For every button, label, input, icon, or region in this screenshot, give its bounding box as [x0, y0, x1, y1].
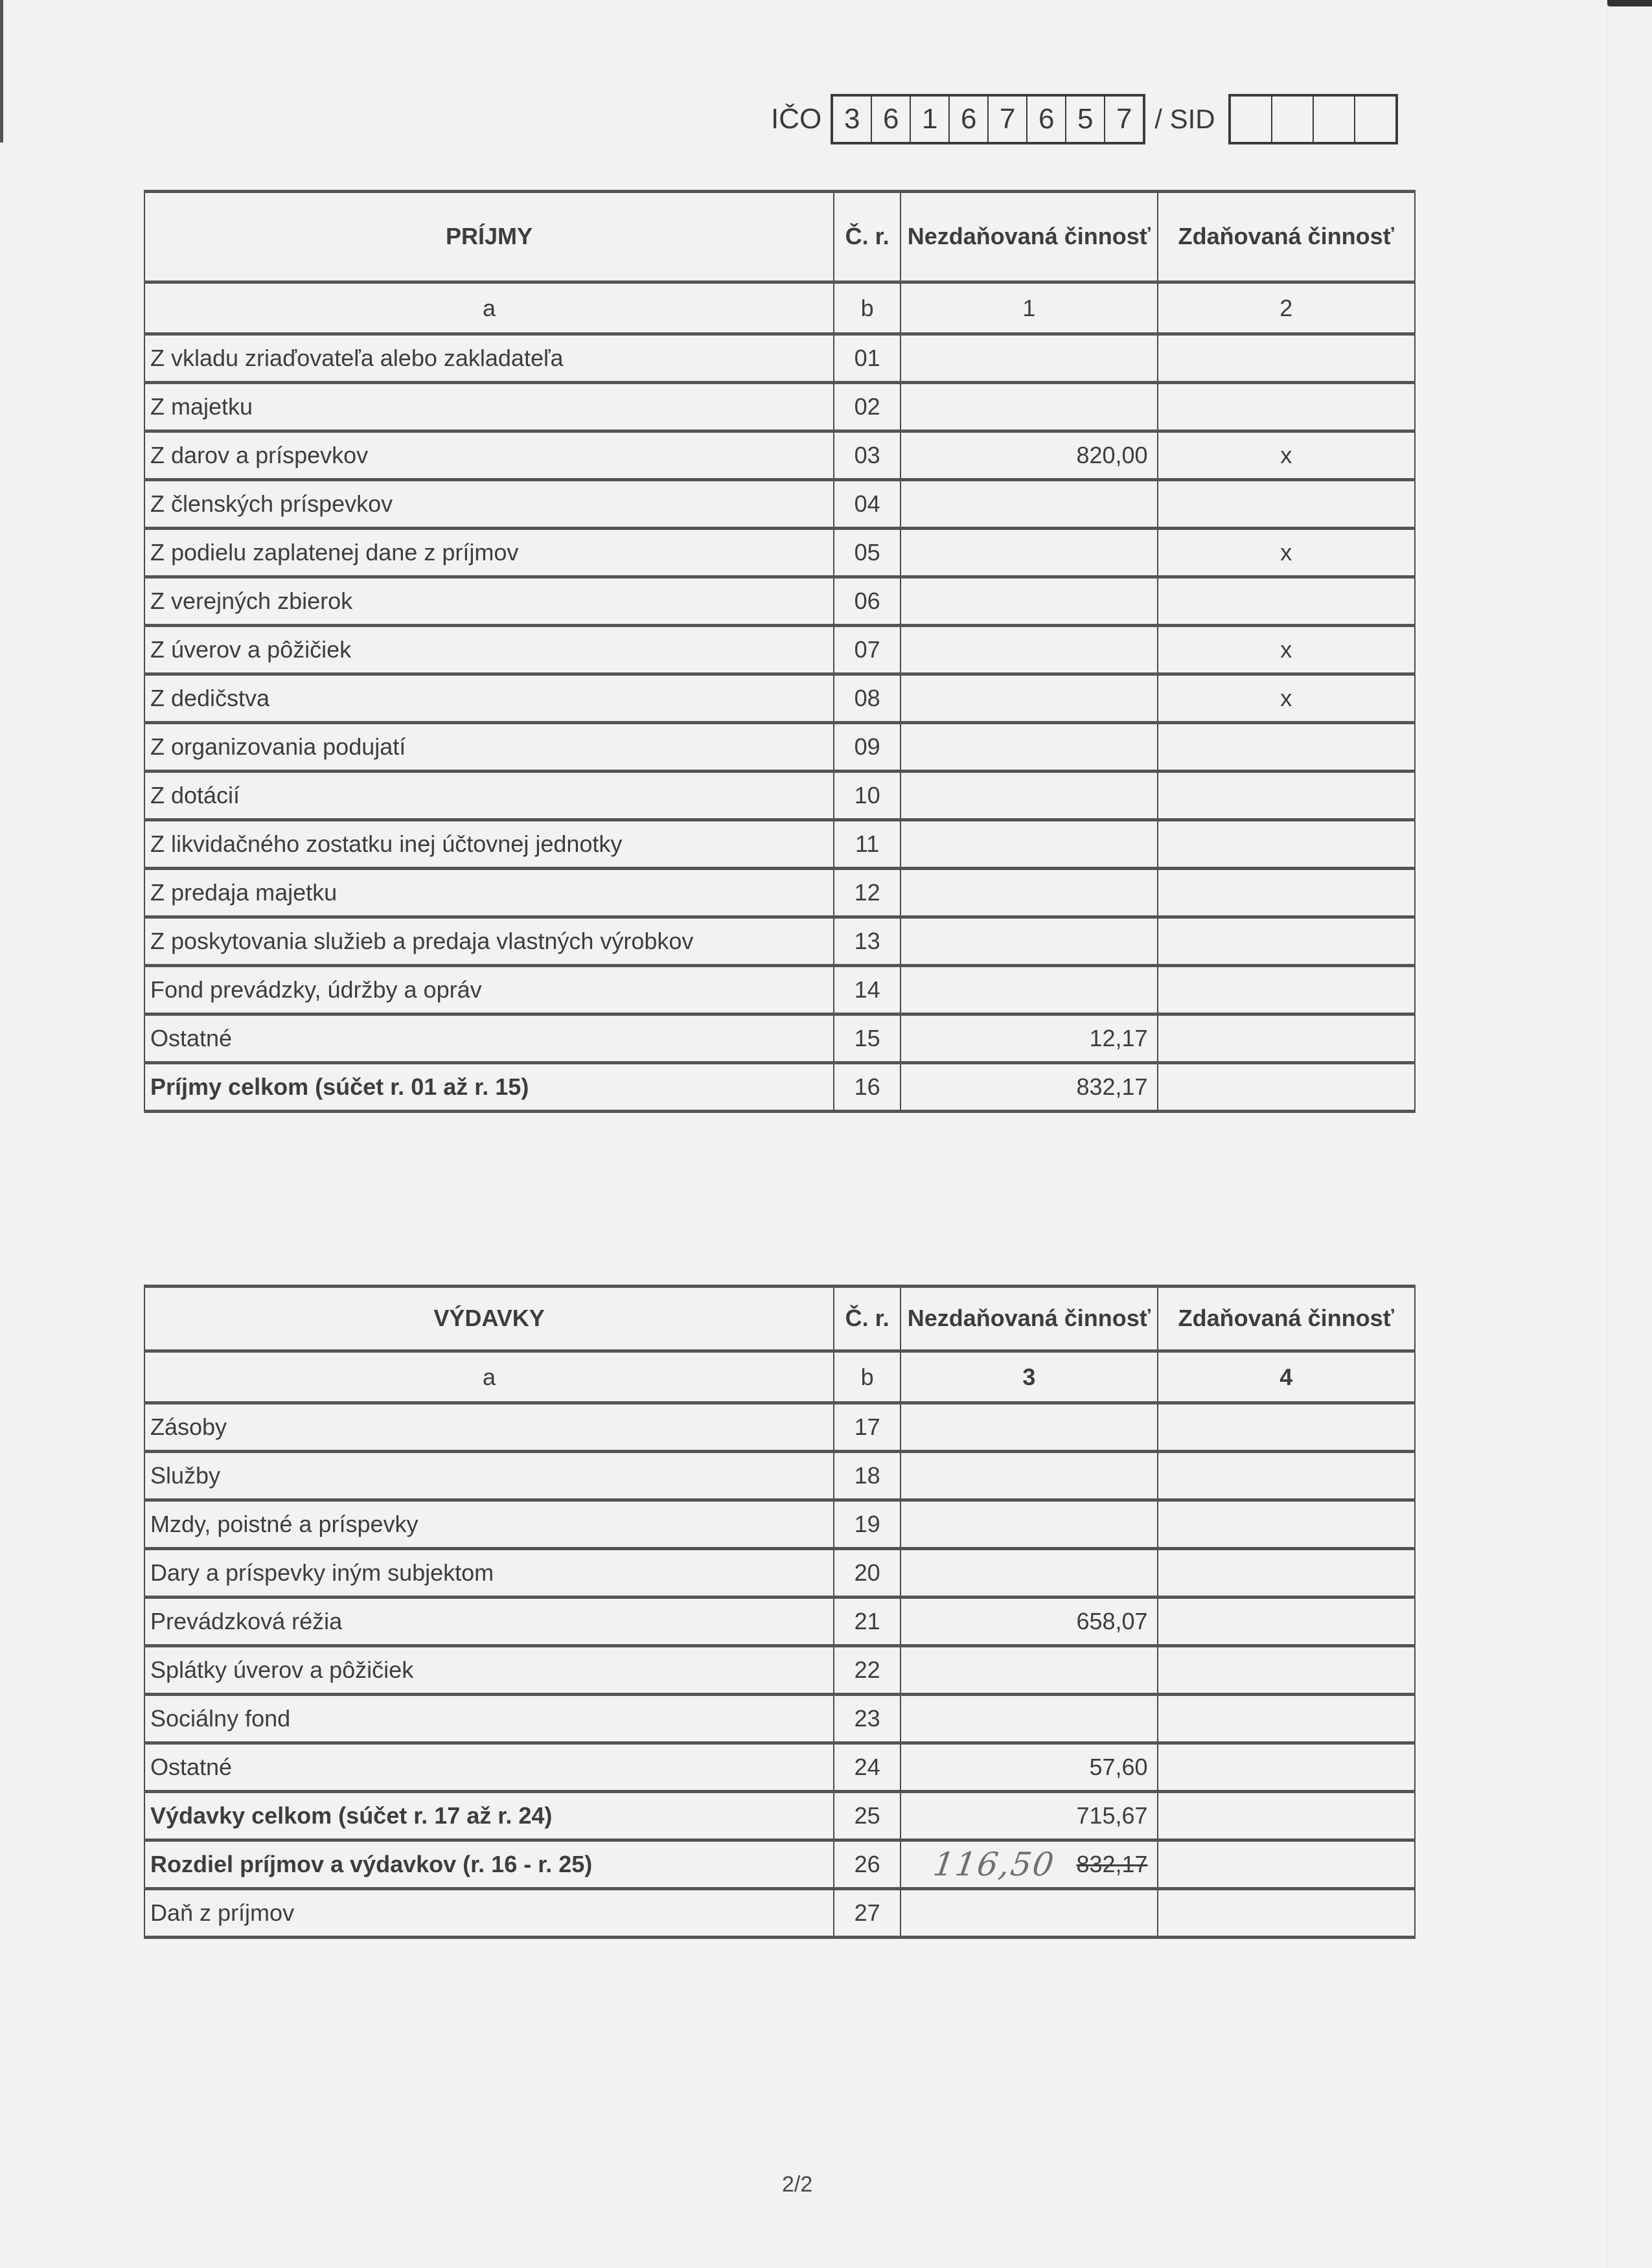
row-label: Fond prevádzky, údržby a opráv	[144, 966, 834, 1014]
col-index-a: a	[144, 282, 834, 334]
nontax-value[interactable]	[901, 772, 1157, 820]
row-code: 22	[834, 1646, 901, 1695]
col-header-nontax: Nezdaňovaná činnosť	[901, 1287, 1157, 1351]
row-label: Dary a príspevky iným subjektom	[144, 1549, 834, 1598]
tax-value[interactable]	[1158, 1014, 1415, 1063]
nontax-value[interactable]	[901, 1646, 1157, 1695]
table-row	[144, 431, 1415, 480]
row-label: Z predaja majetku	[144, 869, 834, 917]
nontax-value[interactable]	[901, 917, 1157, 966]
tax-value[interactable]: x	[1158, 431, 1415, 480]
table-row	[144, 529, 1415, 577]
row-code: 04	[834, 480, 901, 529]
tax-value[interactable]	[1158, 966, 1415, 1014]
col-header-tax: Zdaňovaná činnosť	[1158, 192, 1415, 282]
sid-label: / SID	[1154, 104, 1215, 134]
tax-value[interactable]	[1158, 1452, 1415, 1500]
total-row	[144, 1063, 1415, 1112]
tax-value[interactable]	[1158, 1549, 1415, 1598]
tax-value[interactable]	[1158, 383, 1415, 431]
total-label: Príjmy celkom (súčet r. 01 až r. 15)	[144, 1063, 834, 1112]
row-code: 12	[834, 869, 901, 917]
nontax-value[interactable]	[901, 674, 1157, 723]
sid-boxes	[1228, 94, 1398, 144]
row-label: Z verejných zbierok	[144, 577, 834, 626]
table-row	[144, 1014, 1415, 1063]
col-index-b: b	[834, 1351, 901, 1403]
sid-box[interactable]	[1314, 97, 1355, 142]
nontax-value[interactable]	[901, 626, 1157, 674]
row-code: 14	[834, 966, 901, 1014]
ico-digit[interactable]: 6	[872, 97, 911, 142]
sid-box[interactable]	[1272, 97, 1314, 142]
row-label: Z úverov a pôžičiek	[144, 626, 834, 674]
nontax-value[interactable]	[901, 577, 1157, 626]
row-code: 17	[834, 1403, 901, 1452]
row-label: Z podielu zaplatenej dane z príjmov	[144, 529, 834, 577]
row-label: Daň z príjmov	[144, 1889, 834, 1938]
nontax-value[interactable]	[901, 966, 1157, 1014]
nontax-value[interactable]	[901, 1889, 1157, 1938]
row-label: Z organizovania podujatí	[144, 723, 834, 772]
nontax-total[interactable]: 832,17	[901, 1063, 1157, 1112]
tax-value[interactable]	[1158, 1646, 1415, 1695]
col-header-tax: Zdaňovaná činnosť	[1158, 1287, 1415, 1351]
tax-total[interactable]	[1158, 1792, 1415, 1840]
row-label: Z členských príspevkov	[144, 480, 834, 529]
row-code: 20	[834, 1549, 901, 1598]
row-code: 06	[834, 577, 901, 626]
sid-box[interactable]	[1231, 97, 1272, 142]
row-label: Sociálny fond	[144, 1695, 834, 1743]
row-label: Z majetku	[144, 383, 834, 431]
row-code: 21	[834, 1598, 901, 1646]
row-code: 25	[834, 1792, 901, 1840]
ico-label: IČO	[771, 103, 822, 135]
table-row	[144, 480, 1415, 529]
nontax-total[interactable]: 715,67	[901, 1792, 1157, 1840]
table-row	[144, 1403, 1415, 1452]
table-row	[144, 723, 1415, 772]
row-code: 05	[834, 529, 901, 577]
row-code: 08	[834, 674, 901, 723]
col-index-b: b	[834, 282, 901, 334]
tax-value[interactable]	[1158, 334, 1415, 383]
ico-digit[interactable]: 1	[911, 97, 950, 142]
ico-digit[interactable]: 7	[989, 97, 1027, 142]
col-header-nontax: Nezdaňovaná činnosť	[901, 192, 1157, 282]
col-header-code: Č. r.	[834, 1287, 901, 1351]
tax-value[interactable]	[1158, 1743, 1415, 1792]
nontax-value[interactable]: 820,00	[901, 431, 1157, 480]
ico-digit[interactable]: 5	[1066, 97, 1105, 142]
difference-value-cell[interactable]	[901, 1840, 1157, 1889]
row-label: Splátky úverov a pôžičiek	[144, 1646, 834, 1695]
tax-value[interactable]	[1158, 723, 1415, 772]
nontax-value[interactable]	[901, 334, 1157, 383]
nontax-value[interactable]	[901, 529, 1157, 577]
nontax-value[interactable]	[901, 1500, 1157, 1549]
table-row	[144, 1549, 1415, 1598]
section-title: PRÍJMY	[144, 192, 834, 282]
ico-digit[interactable]: 7	[1116, 103, 1132, 135]
tax-value[interactable]	[1158, 772, 1415, 820]
table-row	[144, 1695, 1415, 1743]
row-code: 07	[834, 626, 901, 674]
col-index-a: a	[144, 1351, 834, 1403]
tax-total[interactable]	[1158, 1063, 1415, 1112]
table-row	[144, 1743, 1415, 1792]
expenses-table	[144, 1285, 1416, 1939]
table-row	[144, 674, 1415, 723]
tax-value[interactable]	[1158, 869, 1415, 917]
tax-value[interactable]	[1158, 917, 1415, 966]
table-header-row	[144, 1287, 1415, 1351]
ico-digit[interactable]: 6	[950, 97, 989, 142]
ico-digit[interactable]: 6	[1027, 97, 1066, 142]
table-row	[144, 577, 1415, 626]
table-row	[144, 383, 1415, 431]
nontax-value[interactable]: 12,17	[901, 1014, 1157, 1063]
nontax-value[interactable]: 57,60	[901, 1743, 1157, 1792]
row-code: 13	[834, 917, 901, 966]
row-label: Z dotácií	[144, 772, 834, 820]
col-index-4: 4	[1158, 1351, 1415, 1403]
table-row	[144, 626, 1415, 674]
tax-value[interactable]	[1158, 1500, 1415, 1549]
ico-sid-header	[771, 94, 1398, 144]
row-label: Z darov a príspevkov	[144, 431, 834, 480]
row-code: 19	[834, 1500, 901, 1549]
table-row	[144, 869, 1415, 917]
row-code: 23	[834, 1695, 901, 1743]
income-table	[144, 190, 1416, 1113]
nontax-value[interactable]	[901, 1403, 1157, 1452]
ico-digit-boxes	[831, 94, 1145, 144]
row-code: 01	[834, 334, 901, 383]
table-row	[144, 966, 1415, 1014]
page-number: 2/2	[782, 2172, 813, 2197]
tax-value[interactable]	[1158, 1889, 1415, 1938]
row-code: 10	[834, 772, 901, 820]
handwritten-correction: 116,50	[930, 1846, 1057, 1883]
row-label: Mzdy, poistné a príspevky	[144, 1500, 834, 1549]
tax-value[interactable]	[1158, 1840, 1415, 1889]
total-row	[144, 1792, 1415, 1840]
section-title: VÝDAVKY	[144, 1287, 834, 1351]
struck-original-value: 832,17	[1076, 1851, 1148, 1877]
row-label: Z poskytovania služieb a predaja vlastných výrobkov	[144, 917, 834, 966]
tax-value[interactable]	[1158, 1598, 1415, 1646]
nontax-value[interactable]	[901, 383, 1157, 431]
row-label: Prevádzková réžia	[144, 1598, 834, 1646]
table-row	[144, 1500, 1415, 1549]
nontax-value[interactable]	[901, 820, 1157, 869]
row-code: 24	[834, 1743, 901, 1792]
table-row	[144, 917, 1415, 966]
row-code: 27	[834, 1889, 901, 1938]
row-label: Zásoby	[144, 1403, 834, 1452]
tax-value[interactable]: x	[1158, 674, 1415, 723]
table-row	[144, 772, 1415, 820]
nontax-value[interactable]	[901, 869, 1157, 917]
sid-box[interactable]	[1355, 97, 1395, 142]
col-index-2: 2	[1158, 282, 1415, 334]
row-label: Z dedičstva	[144, 674, 834, 723]
table-row	[144, 1598, 1415, 1646]
table-row	[144, 1646, 1415, 1695]
row-label: Ostatné	[144, 1014, 834, 1063]
ico-digit[interactable]: 3	[833, 97, 872, 142]
row-code: 11	[834, 820, 901, 869]
difference-label: Rozdiel príjmov a výdavkov (r. 16 - r. 25)	[144, 1840, 834, 1889]
row-code: 02	[834, 383, 901, 431]
nontax-value[interactable]	[901, 1452, 1157, 1500]
scan-edge-left	[0, 0, 3, 143]
row-code: 16	[834, 1063, 901, 1112]
tax-value[interactable]	[1158, 480, 1415, 529]
col-index-1: 1	[901, 282, 1157, 334]
table-header-row	[144, 192, 1415, 282]
difference-row	[144, 1840, 1415, 1889]
row-code: 26	[834, 1840, 901, 1889]
tax-value[interactable]	[1158, 577, 1415, 626]
tax-value[interactable]	[1158, 1695, 1415, 1743]
total-label: Výdavky celkom (súčet r. 17 až r. 24)	[144, 1792, 834, 1840]
table-row	[144, 820, 1415, 869]
tax-value[interactable]: x	[1158, 529, 1415, 577]
column-index-row	[144, 1351, 1415, 1403]
column-index-row	[144, 282, 1415, 334]
tax-value[interactable]	[1158, 820, 1415, 869]
tax-value[interactable]	[1158, 1403, 1415, 1452]
table-row	[144, 1452, 1415, 1500]
col-header-code: Č. r.	[834, 192, 901, 282]
row-label: Z vkladu zriaďovateľa alebo zakladateľa	[144, 334, 834, 383]
scan-corner-artifact	[1607, 0, 1652, 6]
row-code: 15	[834, 1014, 901, 1063]
row-label: Z likvidačného zostatku inej účtovnej jednotky	[144, 820, 834, 869]
row-code: 03	[834, 431, 901, 480]
row-label: Ostatné	[144, 1743, 834, 1792]
nontax-value[interactable]	[901, 480, 1157, 529]
table-row	[144, 334, 1415, 383]
col-index-3: 3	[901, 1351, 1157, 1403]
row-label: Služby	[144, 1452, 834, 1500]
row-code: 09	[834, 723, 901, 772]
table-row	[144, 1889, 1415, 1938]
nontax-value[interactable]	[901, 1695, 1157, 1743]
nontax-value[interactable]	[901, 1549, 1157, 1598]
row-code: 18	[834, 1452, 901, 1500]
tax-value[interactable]: x	[1158, 626, 1415, 674]
nontax-value[interactable]	[901, 723, 1157, 772]
nontax-value[interactable]: 658,07	[901, 1598, 1157, 1646]
